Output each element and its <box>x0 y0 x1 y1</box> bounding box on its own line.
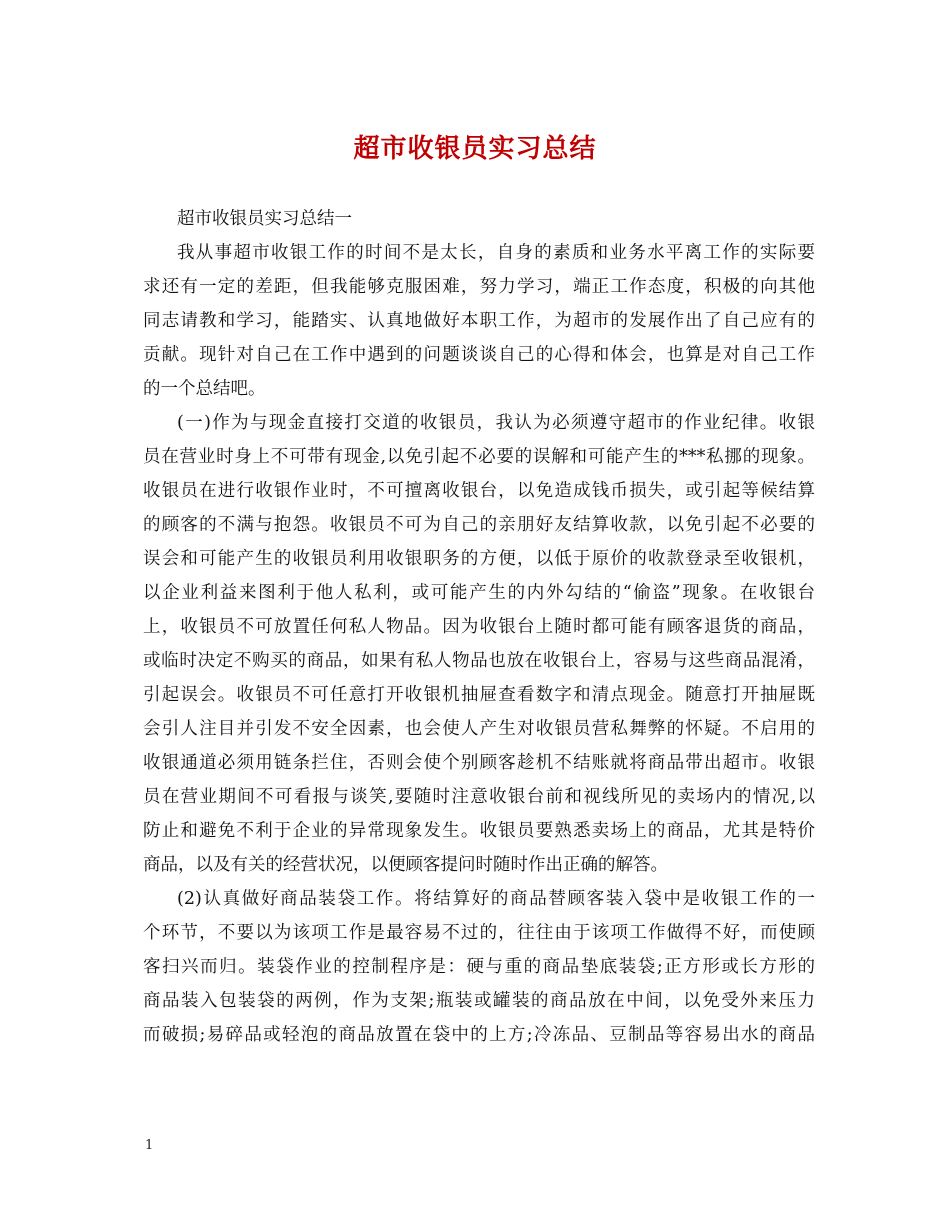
paragraph-2-line: 或临时决定不购买的商品，如果有私人物品也放在收银台上，容易与这些商品混淆， <box>143 651 815 671</box>
paragraph-2-line: 防止和避免不利于企业的异常现象发生。收银员要熟悉卖场上的商品，尤其是特价 <box>143 821 815 841</box>
paragraph-2-line: 员在营业期间不可看报与谈笑,要随时注意收银台前和视线所见的卖场内的情况,以 <box>143 787 815 807</box>
paragraph-3-line: 客扫兴而归。装袋作业的控制程序是：硬与重的商品垫底装袋;正方形或长方形的 <box>143 957 815 977</box>
paragraph-1-line: 的一个总结吧。 <box>143 379 266 399</box>
paragraph-2-line: 上，收银员不可放置任何私人物品。因为收银台上随时都可能有顾客退货的商品， <box>143 617 815 637</box>
paragraph-2-line: 收银通道必须用链条拦住，否则会使个别顾客趁机不结账就将商品带出超市。收银 <box>143 753 815 773</box>
page-number: 1 <box>145 1138 154 1153</box>
paragraph-3-line: 商品装入包装袋的两例，作为支架;瓶装或罐装的商品放在中间，以免受外来压力 <box>143 991 815 1011</box>
paragraph-2-line: 的顾客的不满与抱怨。收银员不可为自己的亲朋好友结算收款，以免引起不必要的 <box>143 515 815 535</box>
paragraph-1-line: 贡献。现针对自己在工作中遇到的问题谈谈自己的心得和体会，也算是对自己工作 <box>143 345 815 365</box>
paragraph-3-line: (2)认真做好商品装袋工作。将结算好的商品替顾客装入袋中是收银工作的一 <box>177 889 815 909</box>
paragraph-2-line: 会引人注目并引发不安全因素，也会使人产生对收银员营私舞弊的怀疑。不启用的 <box>143 719 815 739</box>
paragraph-2-line: (一)作为与现金直接打交道的收银员，我认为必须遵守超市的作业纪律。收银 <box>177 413 815 433</box>
paragraph-2-line: 误会和可能产生的收银员利用收银职务的方便，以低于原价的收款登录至收银机， <box>143 549 815 569</box>
paragraph-1-line: 同志请教和学习，能踏实、认真地做好本职工作，为超市的发展作出了自己应有的 <box>143 311 815 331</box>
document-title: 超市收银员实习总结 <box>353 134 597 164</box>
paragraph-2-line: 以企业利益来图利于他人私利，或可能产生的内外勾结的“偷盗”现象。在收银台 <box>143 583 815 603</box>
paragraph-2-line: 引起误会。收银员不可任意打开收银机抽屉查看数字和清点现金。随意打开抽屉既 <box>143 685 815 705</box>
paragraph-2-line: 收银员在进行收银作业时，不可擅离收银台，以免造成钱币损失，或引起等候结算 <box>143 481 815 501</box>
paragraph-2-line: 员在营业时身上不可带有现金,以免引起不必要的误解和可能产生的***私挪的现象。 <box>143 447 815 467</box>
paragraph-1-line: 我从事超市收银工作的时间不是太长，自身的素质和业务水平离工作的实际要 <box>177 243 815 263</box>
document-body <box>143 202 815 1052</box>
paragraph-3-line: 个环节，不要以为该项工作是最容易不过的，往往由于该项工作做得不好，而使顾 <box>143 923 815 943</box>
paragraph-1-line: 求还有一定的差距，但我能够克服困难，努力学习，端正工作态度，积极的向其他 <box>143 277 815 297</box>
paragraph-2-line: 商品，以及有关的经营状况，以便顾客提问时随时作出正确的解答。 <box>143 855 668 875</box>
subheading: 超市收银员实习总结一 <box>177 209 352 229</box>
paragraph-3-line: 而破损;易碎品或轻泡的商品放置在袋中的上方;冷冻品、豆制品等容易出水的商品 <box>143 1025 815 1045</box>
